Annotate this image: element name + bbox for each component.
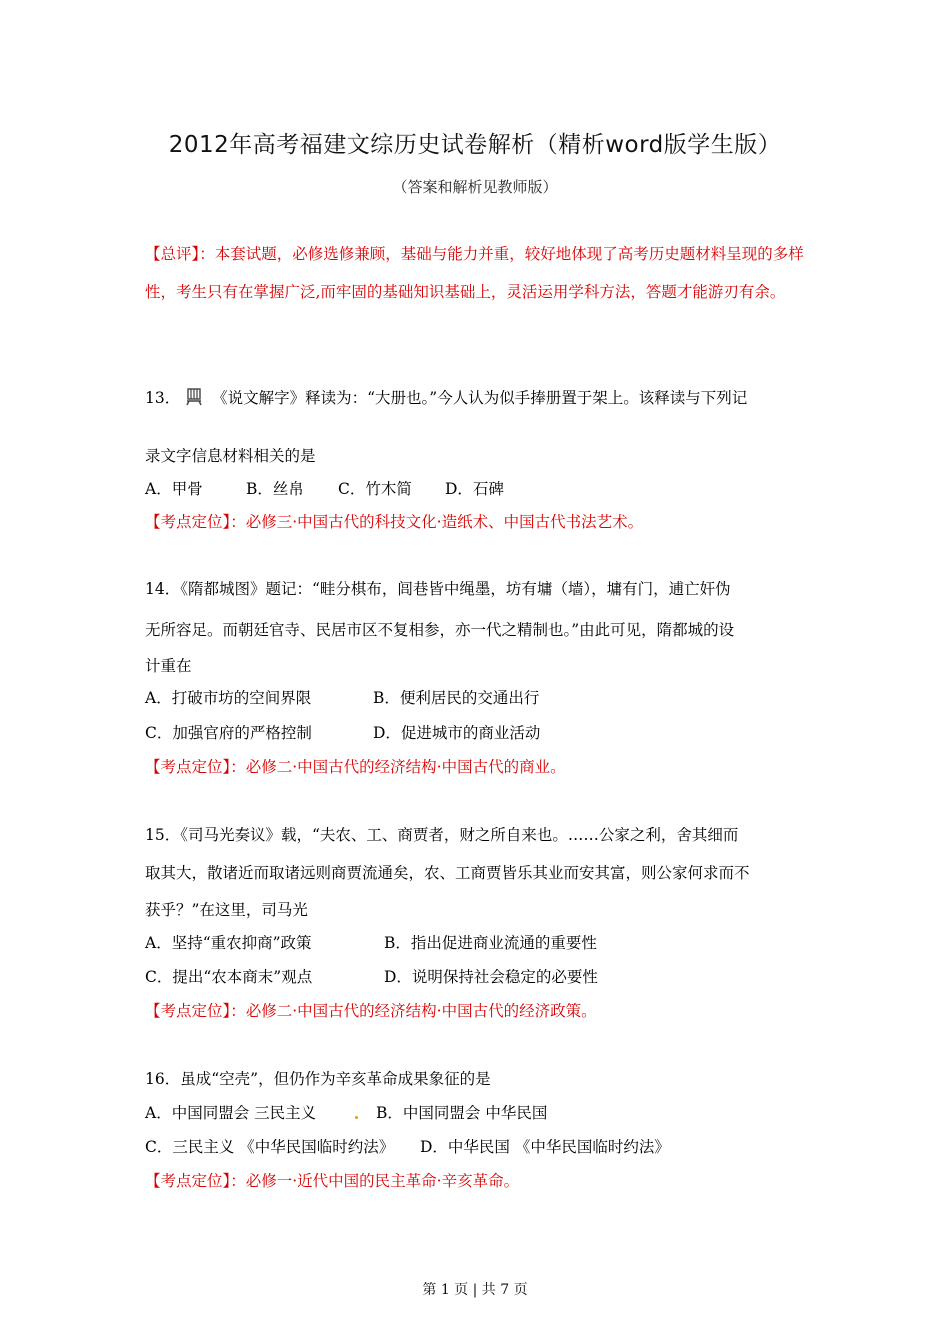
- document-subtitle: （答案和解析见教师版）: [392, 178, 558, 196]
- question-13-number: 13．: [145, 389, 181, 407]
- question-16-stem-text-1: 虽成“空壳”，但仍作为辛亥革命成果象征的是: [180, 1070, 491, 1088]
- stray-dot-mark: [355, 1116, 358, 1119]
- question-15-note: 【考点定位】：必修二·中国古代的经济结构·中国古代的经济政策。: [145, 1002, 597, 1020]
- question-13-stem-line-1: [145, 386, 747, 408]
- question-15-option-d: D．说明保持社会稳定的必要性: [384, 968, 598, 986]
- question-14-stem-line-1: [145, 577, 731, 599]
- ancient-character-dian-icon: [185, 388, 203, 406]
- question-15-option-c: C．提出“农本商末”观点: [145, 968, 313, 986]
- question-16-note: 【考点定位】：必修一·近代中国的民主革命·辛亥革命。: [145, 1172, 520, 1190]
- question-13-stem-line-2: 录文字信息材料相关的是: [145, 447, 316, 465]
- document-title: 2012年高考福建文综历史试卷解析（精析word版学生版）: [168, 132, 782, 158]
- question-14-option-c: C．加强官府的严格控制: [145, 724, 312, 742]
- question-14-stem-line-3: 计重在: [145, 657, 192, 675]
- question-13-option-d: D．石碑: [445, 480, 504, 498]
- question-14-stem-line-2: 无所容足。而朝廷官寺、民居市区不复相参，亦一代之精制也。”由此可见，隋都城的设: [145, 621, 735, 639]
- question-14-option-d: D．促进城市的商业活动: [373, 724, 541, 742]
- question-16-stem-line-1: [145, 1067, 491, 1089]
- question-15-stem-line-2: 取其大，散诸近而取诸远则商贾流通矣，农、工商贾皆乐其业而安其富，则公家何求而不: [145, 864, 750, 882]
- question-13-stem-text-1: 《说文解字》释读为：“大册也。”今人认为似手捧册置于架上。该释读与下列记: [212, 389, 748, 407]
- question-15-stem-text-1: 《司马光奏议》载，“夫农、工、商贾者，财之所自来也。……公家之利，舍其细而: [180, 826, 739, 844]
- question-16-option-a: A．中国同盟会 三民主义: [145, 1104, 317, 1122]
- question-14-stem-text-1: 《隋都城图》题记：“畦分棋布，闾巷皆中绳墨，坊有墉（墙），墉有门，逋亡奸伪: [180, 580, 731, 598]
- question-13-option-b: B．丝帛: [246, 480, 304, 498]
- question-16-option-d: D．中华民国 《中华民国临时约法》: [420, 1138, 670, 1156]
- question-15-number: 15．: [145, 826, 181, 844]
- question-14-option-b: B．便利居民的交通出行: [373, 689, 540, 707]
- summary-text: ：本套试题，必修选修兼顾，基础与能力并重，较好地体现了高考历史题材料呈现的多样性，考生只有在掌握广泛,而牢固的基础知识基础上，灵活运用学科方法，答题才能游刃有余。: [145, 245, 804, 301]
- question-13-option-c: C．竹木简: [338, 480, 412, 498]
- question-16-number: 16．: [145, 1070, 181, 1088]
- question-13-option-a: A．甲骨: [145, 480, 203, 498]
- question-16-option-b: B．中国同盟会 中华民国: [376, 1104, 548, 1122]
- question-14-option-a: A．打破市坊的空间界限: [145, 689, 312, 707]
- question-16-option-c: C．三民主义 《中华民国临时约法》: [145, 1138, 395, 1156]
- question-15-option-a: A．坚持“重农抑商”政策: [145, 934, 312, 952]
- question-14-note: 【考点定位】：必修二·中国古代的经济结构·中国古代的商业。: [145, 758, 566, 776]
- question-14-number: 14．: [145, 580, 181, 598]
- page-footer: 第 1 页 | 共 7 页: [422, 1282, 528, 1298]
- question-13-note: 【考点定位】：必修三·中国古代的科技文化·造纸术、中国古代书法艺术。: [145, 513, 644, 531]
- question-15-stem-line-3: 获乎？”在这里，司马光: [145, 901, 308, 919]
- question-15-option-b: B．指出促进商业流通的重要性: [384, 934, 597, 952]
- question-15-stem-line-1: [145, 823, 738, 845]
- summary-paragraph: [145, 236, 813, 311]
- summary-tag: 【总评】: [145, 245, 200, 263]
